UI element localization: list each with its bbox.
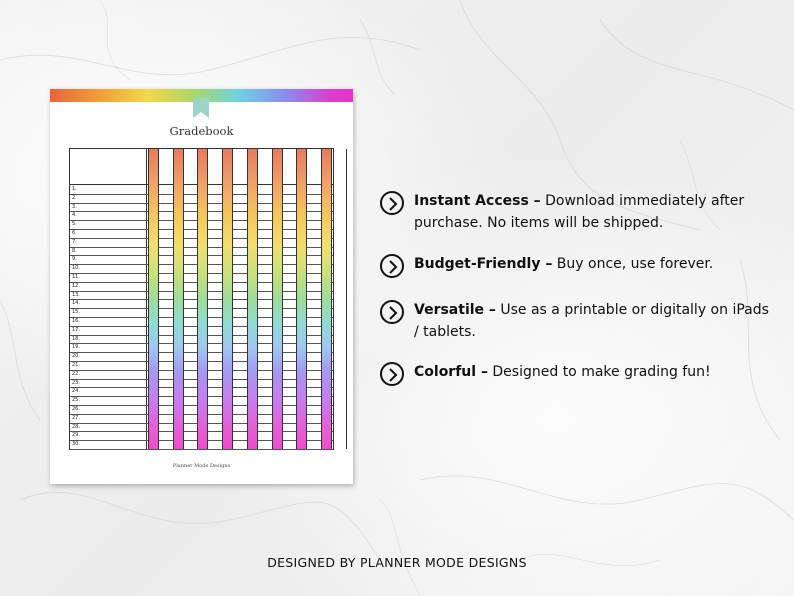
grade-column — [247, 149, 258, 449]
gradebook-grid — [69, 148, 334, 450]
feature-text — [414, 253, 774, 275]
row-number: 30. — [72, 441, 80, 448]
row-number: 19. — [72, 344, 80, 351]
row-number: 15. — [72, 309, 80, 316]
grade-column — [173, 149, 184, 449]
chevron-circle-icon — [380, 362, 404, 386]
row-number: 18. — [72, 335, 80, 342]
row-number: 7. — [72, 238, 77, 245]
feature-title: Versatile – — [414, 302, 496, 318]
grade-column — [197, 149, 208, 449]
row-number: 22. — [72, 370, 80, 377]
feature-desc: Designed to make grading fun! — [487, 364, 711, 380]
row-number: 9. — [72, 256, 77, 263]
row-number: 12. — [72, 282, 80, 289]
row-number: 26. — [72, 406, 80, 412]
row-number: 20. — [72, 353, 80, 360]
gradebook-preview — [50, 89, 353, 484]
feature-text — [414, 190, 774, 234]
grade-column — [272, 149, 283, 449]
row-number: 29. — [72, 432, 80, 439]
row-number: 11. — [72, 274, 80, 280]
feature-title: Colorful – — [414, 364, 488, 380]
row-number: 6. — [72, 230, 77, 236]
page-title: Gradebook — [169, 124, 234, 138]
row-number: 10. — [72, 265, 80, 272]
row-number: 24. — [72, 388, 80, 395]
row-number: 17. — [72, 326, 80, 333]
grade-column — [346, 149, 357, 449]
feature-text — [414, 299, 774, 343]
row-number: 27. — [72, 414, 80, 421]
row-number: 16. — [72, 318, 80, 324]
page-footer-credit: Planner Mode Designs — [172, 463, 231, 469]
row-number: 3. — [72, 203, 77, 210]
row-number: 8. — [72, 247, 77, 254]
feature-text — [414, 361, 774, 383]
grid-row-line — [70, 449, 333, 450]
chevron-circle-icon — [380, 254, 404, 278]
row-number: 21. — [72, 362, 80, 368]
feature-desc: Buy once, use forever. — [552, 256, 714, 272]
grade-column — [222, 149, 233, 449]
row-number: 23. — [72, 379, 80, 386]
row-number: 2. — [72, 194, 77, 201]
feature-title: Instant Access – — [414, 193, 541, 209]
bookmark-ribbon-icon — [193, 98, 209, 118]
row-number: 25. — [72, 397, 80, 404]
feature-desc: Download immediately after purchase. No items will be shipped. — [414, 193, 745, 231]
grade-column — [296, 149, 307, 449]
chevron-circle-icon — [380, 300, 404, 324]
row-number: 13. — [72, 291, 80, 298]
grade-column — [321, 149, 332, 449]
chevron-circle-icon — [380, 191, 404, 215]
row-number: 5. — [72, 221, 77, 228]
grade-column — [148, 149, 159, 449]
row-number: 1. — [72, 186, 77, 192]
row-number: 4. — [72, 212, 77, 219]
feature-title: Budget-Friendly – — [414, 256, 553, 272]
designer-credit: DESIGNED BY PLANNER MODE DESIGNS — [267, 555, 527, 570]
feature-desc: Use as a printable or digitally on iPads / tablets. — [414, 302, 769, 340]
row-number: 28. — [72, 423, 80, 430]
row-number: 14. — [72, 300, 80, 307]
